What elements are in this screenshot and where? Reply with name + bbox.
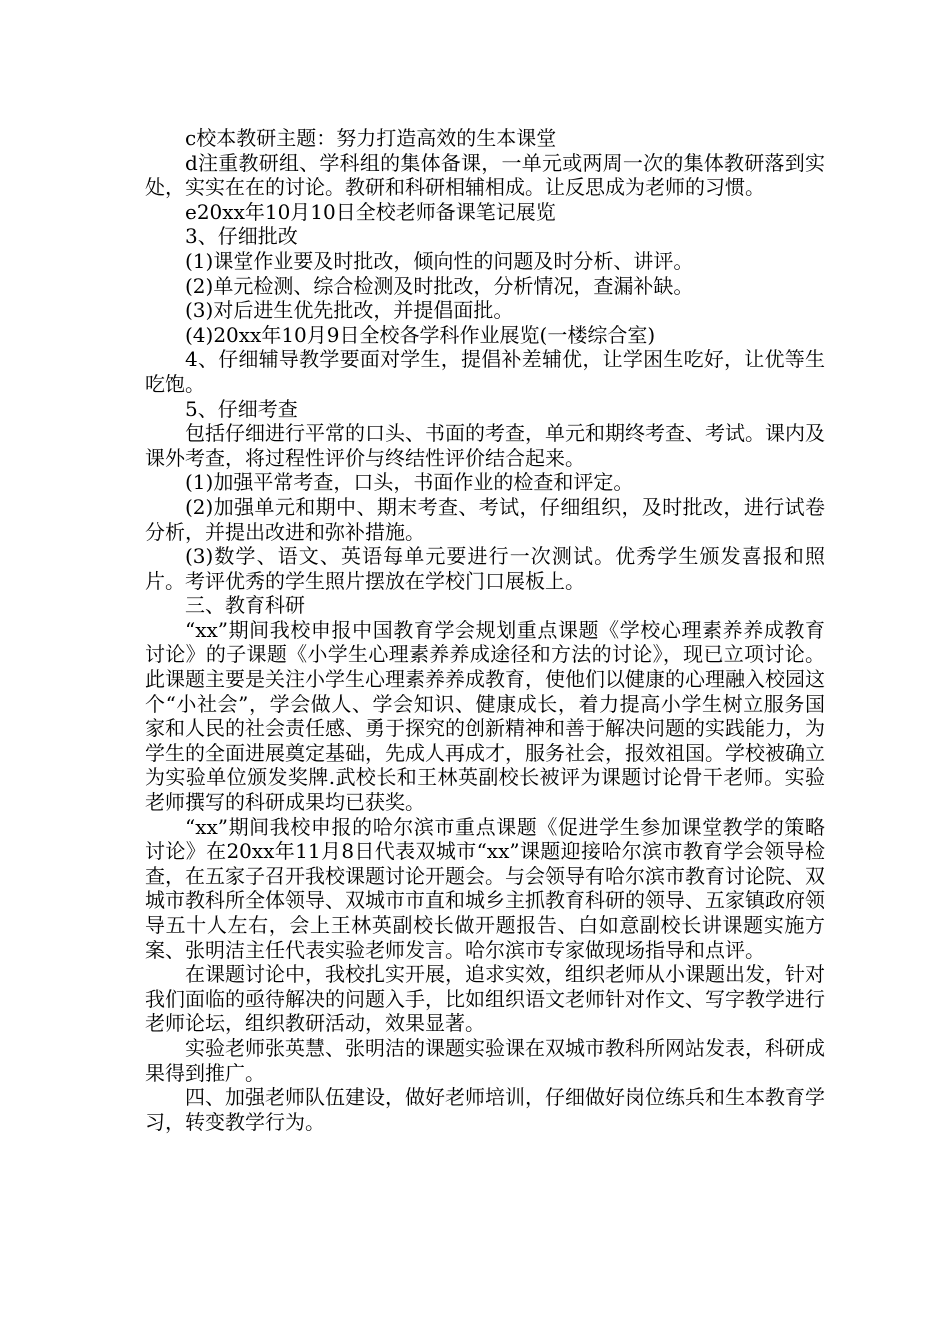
paragraph-examination-scope: 包括仔细进行平常的口头、书面的考查，单元和期终考查、考试。课内及课外考查，将过程性评价与终结性评价结合起来。 [145,421,825,470]
heading-careful-examination: 5、仔细考查 [185,396,298,421]
paragraph-experiment-lessons: 实验老师张英慧、张明洁的课题实验课在双城市教科所网站发表，科研成果得到推广。 [145,1035,825,1085]
paragraph-harbin-research-topic: “xx”期间我校申报的哈尔滨市重点课题《促进学生参加课堂教学的策略讨论》在20xx年11月8日代表双城市“xx”课题迎接哈尔滨市教育学会领导检查，在五家子召开我校课题讨论开题会。与会领导有哈尔滨市教育讨论院、双城市教科所全体领导、双城市市直和城乡主抓教育科研的领导、五家镇政府领导五十人左右，会上王林英副校长做开题报告、白如意副校长讲课题实施方案、张明洁主任代表实验老师发言。哈尔滨市专家做现场指导和点评。 [145,814,825,962]
list-item-exam-2: (2)加强单元和期中、期末考查、考试，仔细组织，及时批改，进行试卷分析，并提出改进和弥补措施。 [145,494,825,544]
paragraph-national-research-topic: “xx”期间我校申报中国教育学会规划重点课题《学校心理素养养成教育讨论》的子课题《小学生心理素养养成途径和方法的讨论》，现已立项讨论。此课题主要是关注小学生心理素养养成教育，使他们以健康的心理融入校园这个“小社会”，学会做人、学会知识、健康成长，着力提高小学生树立服务国家和人民的社会责任感、勇于探究的创新精神和善于解决问题的实践能力，为学生的全面进展奠定基础，先成人再成才，服务社会，报效祖国。学校被确立为实验单位颁发奖牌.武校长和王林英副校长被评为课题讨论骨干老师。实验老师撰写的科研成果均已获奖。 [145,617,825,815]
list-item-grading-4: (4)20xx年10月9日全校各学科作业展览(一楼综合室) [185,322,656,347]
list-item-grading-3: (3)对后进生优先批改，并提倡面批。 [185,298,514,323]
paragraph-careful-tutoring: 4、仔细辅导教学要面对学生，提倡补差辅优，让学困生吃好，让优等生吃饱。 [145,347,825,396]
heading-teacher-team-building: 四、加强老师队伍建设，做好老师培训，仔细做好岗位练兵和生本教育学习，转变教学行为。 [145,1085,825,1134]
heading-education-research: 三、教育科研 [185,593,305,618]
heading-careful-grading: 3、仔细批改 [185,224,298,249]
list-item-exam-1: (1)加强平常考查，口头，书面作业的检查和评定。 [185,470,634,495]
list-item-exam-3: (3)数学、语文、英语每单元要进行一次测试。优秀学生颁发喜报和照片。考评优秀的学生照片摆放在学校门口展板上。 [145,544,825,593]
list-item-grading-1: (1)课堂作业要及时批改，倾向性的问题及时分析、讲评。 [185,248,694,273]
list-item-grading-2: (2)单元检测、综合检测及时批改，分析情况，查漏补缺。 [185,273,694,298]
paragraph-lesson-notes-exhibition: e20xx年10月10日全校老师备课笔记展览 [185,199,556,224]
paragraph-collective-lesson-prep: d注重教研组、学科组的集体备课，一单元或两周一次的集体教研落到实处，实实在在的讨论。教研和科研相辅相成。让反思成为老师的习惯。 [145,150,825,200]
paragraph-research-practice: 在课题讨论中，我校扎实开展，追求实效，组织老师从小课题出发，针对我们面临的亟待解决的问题入手，比如组织语文老师针对作文、写字教学进行老师论坛，组织教研活动，效果显著。 [145,962,825,1036]
paragraph-school-research-theme: c校本教研主题：努力打造高效的生本课堂 [185,126,557,150]
document-page [145,126,825,1134]
